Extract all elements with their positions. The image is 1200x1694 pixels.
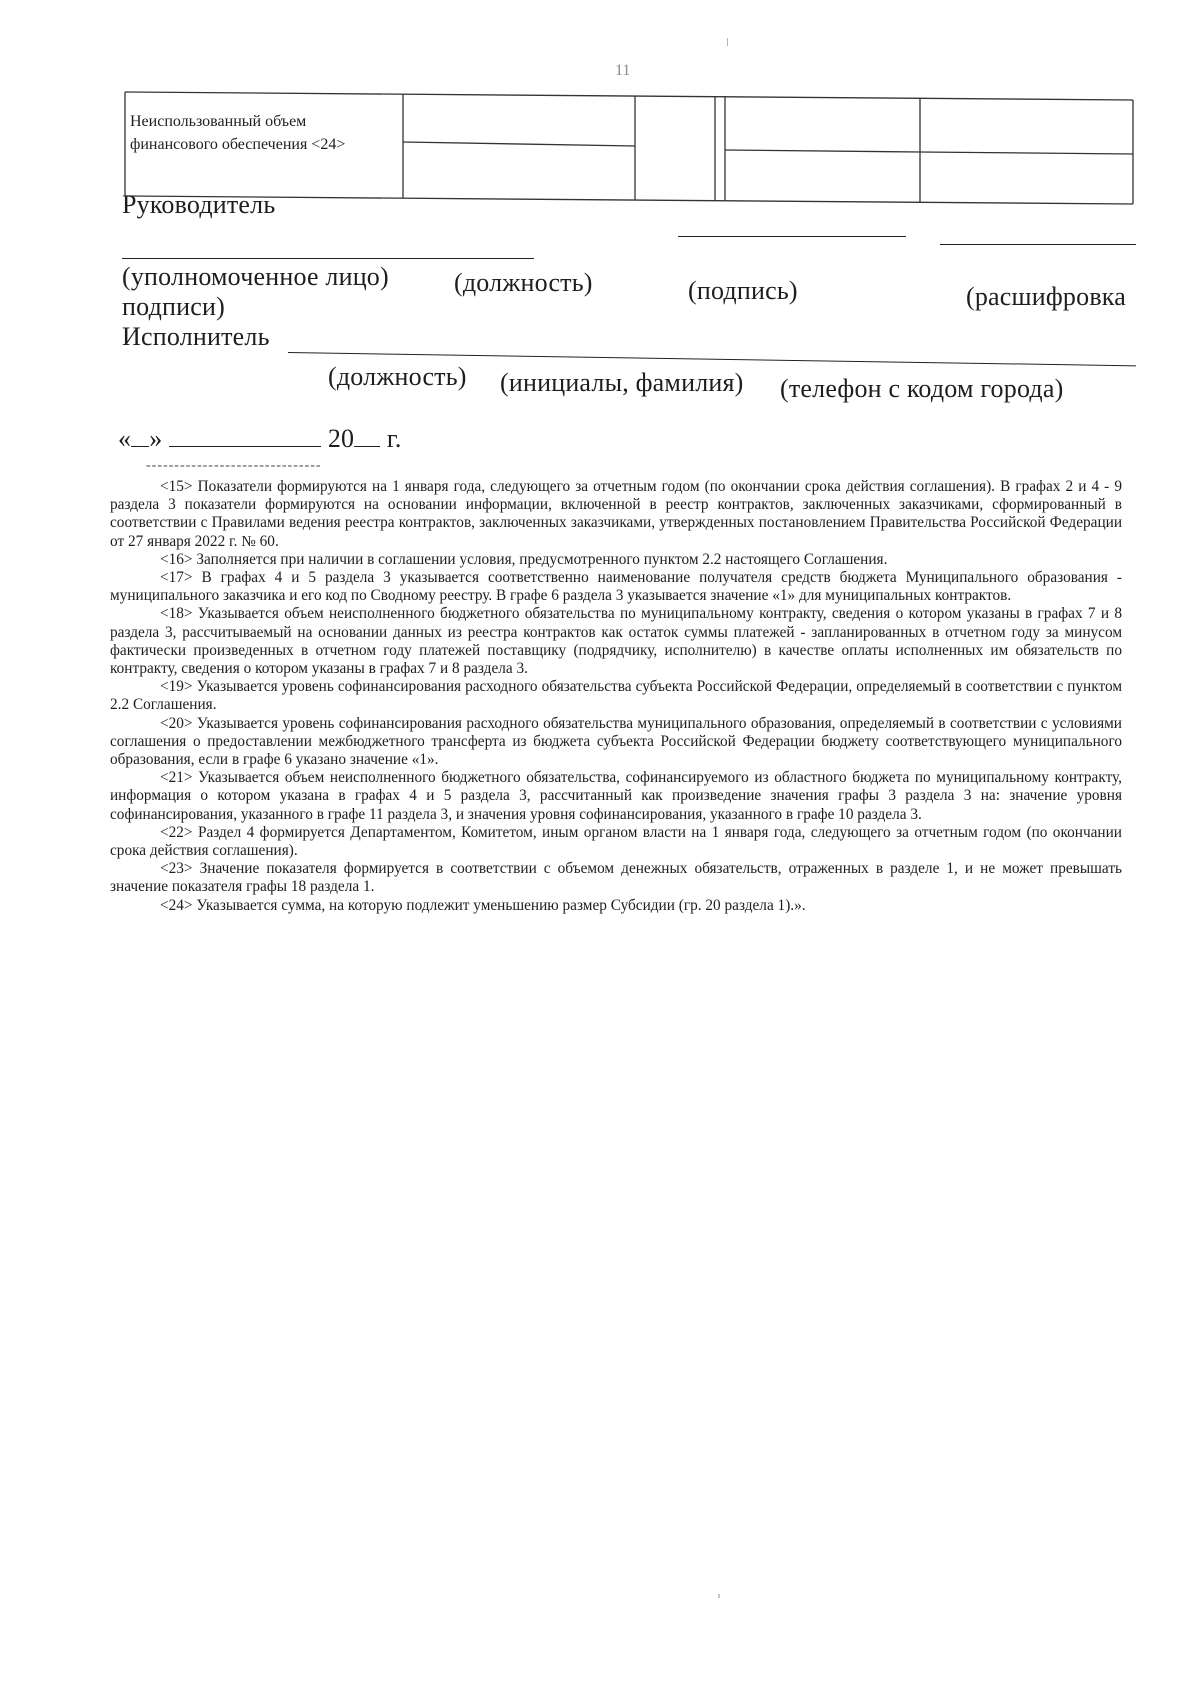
residual-table	[125, 92, 1133, 204]
table-row-label: Неиспользованный объем финансового обеспечения <24>	[130, 113, 346, 153]
footnote-15: <15> Показатели формируются на 1 января года, следующего за отчетным годом (по окончании срока действия соглашения). В графах 2 и 4 - 9 раздела 3 показатели формируются на основании информации, включенной в реестр контрактов, заключенных заказчиками, сформированный в соответствии с Правилами ведения реестра контрактов, заключенных заказчиками, утвержденных постановлением Правительства Российской Федерации от 27 января 2022 г. № 60.	[110, 478, 1122, 550]
date-open-quote: «	[118, 424, 132, 453]
date-line	[118, 424, 402, 454]
signature-line	[678, 236, 906, 237]
decoding-line	[940, 244, 1136, 245]
page-number: 11	[615, 62, 631, 79]
executor-position-caption: (должность)	[328, 362, 467, 391]
scan-mark-bottom	[718, 1594, 720, 1598]
date-close-quote: »	[149, 424, 163, 453]
month-blank	[169, 446, 321, 447]
head-signature-line	[122, 258, 534, 259]
year-prefix: 20	[327, 424, 355, 453]
footnote-21: <21> Указывается объем неисполненного бюджетного обязательства, софинансируемого из областного бюджета по муниципальному контракту, информация о котором указана в графах 4 и 5 раздела 3, рассчитанный как произведение значения графы 3 раздела 3 на: значение уровня софинансирования, указанного в графе 11 раздела 3, и значения уровня софинансирования, указанного в графе 10 раздела 3.	[110, 769, 1122, 823]
day-blank	[131, 446, 149, 447]
position-caption: (должность)	[454, 268, 593, 297]
footnotes	[110, 478, 1122, 915]
head-label: Руководитель	[122, 190, 276, 219]
footnote-19: <19> Указывается уровень софинансирования расходного обязательства субъекта Российской Федерации, определяемый в соответствии с пунктом 2.2 Соглашения.	[110, 678, 1122, 714]
footnote-22: <22> Раздел 4 формируется Департаментом, Комитетом, иным органом власти на 1 января года, следующего за отчетным годом (по окончании срока действия соглашения).	[110, 823, 1122, 860]
footnote-16: <16> Заполняется при наличии в соглашении условия, предусмотренного пунктом 2.2 настоящего Соглашения.	[160, 550, 888, 568]
signature-caption: (подпись)	[688, 276, 798, 305]
year-suffix: г.	[386, 424, 402, 453]
executor-name-caption: (инициалы, фамилия)	[500, 368, 744, 397]
executor-label: Исполнитель	[122, 322, 270, 351]
executor-phone-caption: (телефон с кодом города)	[780, 374, 1064, 403]
year-blank	[354, 446, 380, 447]
scan-mark	[727, 38, 728, 46]
footnote-20: <20> Указывается уровень софинансирования расходного обязательства муниципального образования, определяемый в соответствии с условиями соглашения о предоставлении межбюджетного трансферта из бюджета субъекта Российской Федерации бюджету соответствующего муниципального образования, если в графе 6 указано значение «1».	[110, 714, 1122, 769]
separator: -------------------------------	[146, 458, 322, 473]
decoding-caption-cont: подписи)	[122, 292, 225, 321]
footnote-18: <18> Указывается объем неисполненного бюджетного обязательства по муниципальному контракту, сведения о котором указаны в графах 7 и 8 раздела 3, рассчитываемый на основании данных из реестра контрактов как остаток суммы платежей - запланированных в отчетном году за минусом фактически произведенных в отчетном году платежей поставщику (подрядчику, исполнителю) в качестве оплаты исполненных им обязательств по контракту, сведения о котором указаны в графах 7 и 8 раздела 3.	[110, 605, 1122, 678]
authorized-caption: (уполномоченное лицо)	[122, 262, 389, 291]
footnote-17: <17> В графах 4 и 5 раздела 3 указывается соответственно наименование получателя средств бюджета Муниципального образования - муниципального заказчика и его код по Сводному реестру. В графе 6 раздела 3 указывается значение «1» для муниципальных контрактов.	[110, 569, 1122, 605]
footnote-24: <24> Указывается сумма, на которую подлежит уменьшению размер Субсидии (гр. 20 раздела 1).».	[160, 896, 806, 914]
footnote-23: <23> Значение показателя формируется в соответствии с объемом денежных обязательств, отраженных в разделе 1, и не может превышать значение показателя графы 18 раздела 1.	[110, 860, 1122, 896]
decoding-caption: (расшифровка	[966, 282, 1126, 311]
